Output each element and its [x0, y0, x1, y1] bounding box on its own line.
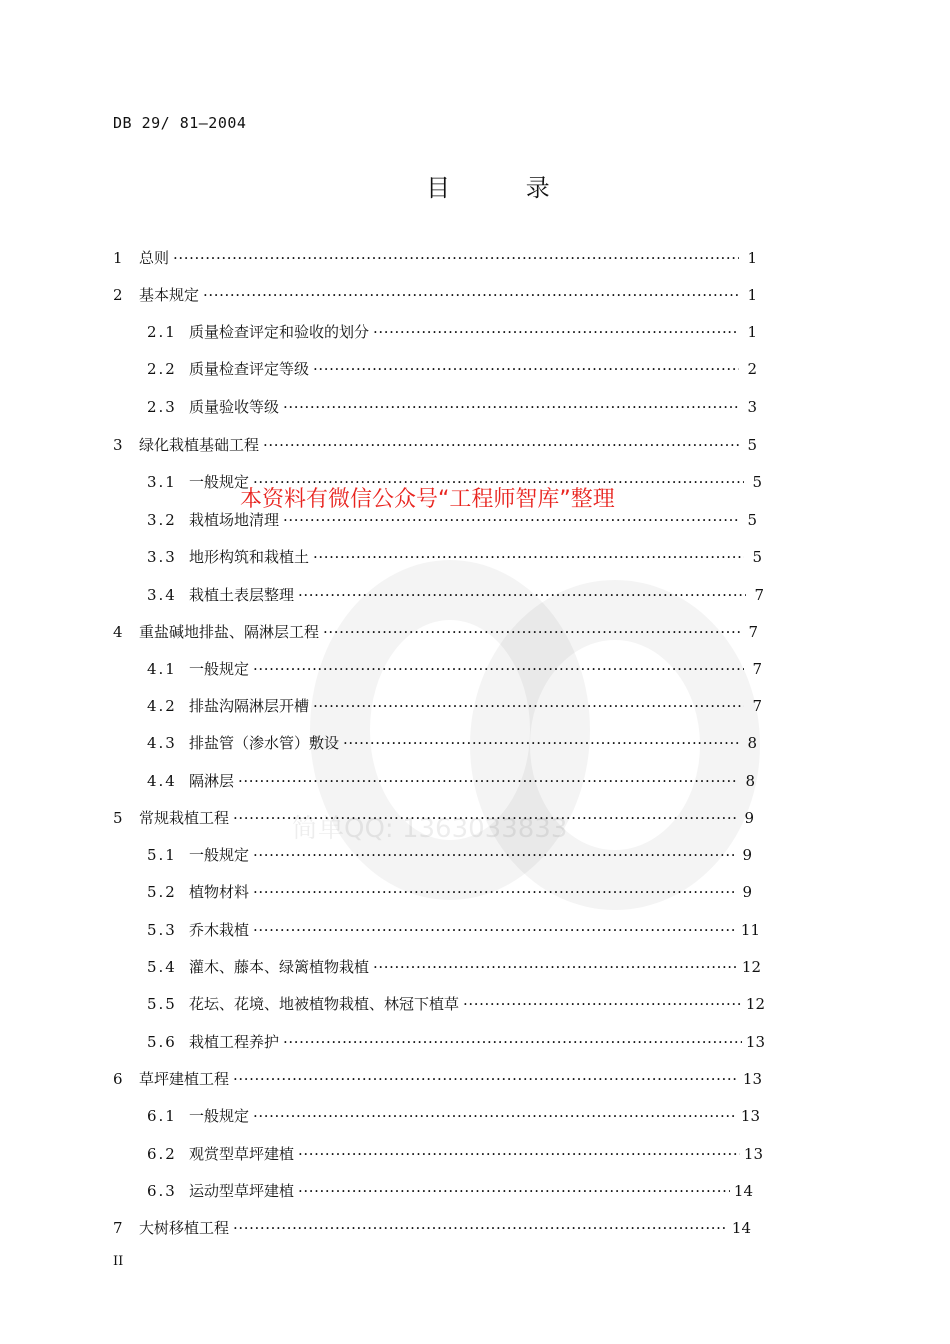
toc-entry-page: 8	[747, 734, 757, 752]
toc-entry-number: 5.1	[147, 846, 177, 864]
toc-leader-dots	[233, 1218, 728, 1238]
toc-entry-number: 2.2	[147, 360, 177, 378]
toc-leader-dots	[373, 322, 739, 342]
toc-leader-dots	[173, 248, 739, 268]
toc-entry-number: 4.3	[147, 734, 177, 752]
toc-entry-title: 大树移植工程	[139, 1219, 230, 1237]
toc-entry-page: 5	[747, 436, 757, 454]
toc-entry-page: 1	[747, 249, 757, 267]
toc-entry-title: 运动型草坪建植	[189, 1182, 295, 1200]
toc-entry-number: 5.5	[147, 995, 177, 1013]
page-title: 目 录	[426, 174, 584, 202]
toc-entry-page: 1	[747, 286, 757, 304]
toc-leader-dots	[298, 585, 746, 605]
toc-entry-title: 排盐沟隔淋层开槽	[189, 697, 310, 715]
toc-entry-page: 5	[747, 511, 757, 529]
toc-entry-number: 3.2	[147, 511, 177, 529]
toc-entry-number: 7	[113, 1219, 123, 1237]
toc-entry-title: 灌木、藤本、绿篱植物栽植	[189, 958, 370, 976]
toc-leader-dots	[253, 920, 737, 940]
toc-entry-page: 11	[740, 921, 760, 939]
toc-entry-title: 隔淋层	[189, 772, 235, 790]
toc-entry[interactable]	[147, 659, 762, 679]
toc-entry-number: 3.4	[147, 586, 177, 604]
page-number-roman: II	[113, 1254, 124, 1269]
toc-leader-dots	[253, 882, 734, 902]
toc-entry-page: 9	[742, 846, 752, 864]
watermark-qq: 简单QQ: 1363033833	[292, 814, 568, 844]
toc-entry-number: 4.2	[147, 697, 177, 715]
watermark-stamp-text: 本资料有微信公众号“工程师智库”整理	[240, 487, 615, 512]
toc-entry-page: 8	[745, 772, 755, 790]
toc-entry[interactable]	[147, 957, 761, 977]
toc-entry[interactable]	[147, 771, 755, 791]
toc-entry-number: 4.4	[147, 772, 177, 790]
toc-leader-dots	[233, 1069, 739, 1089]
toc-leader-dots	[343, 733, 739, 753]
toc-entry-number: 5.6	[147, 1033, 177, 1051]
toc-entry[interactable]	[147, 397, 757, 417]
toc-entry-number: 1	[113, 249, 123, 267]
toc-entry-number: 3.3	[147, 548, 177, 566]
toc-entry[interactable]	[147, 1144, 763, 1164]
toc-entry-page: 7	[752, 697, 762, 715]
toc-entry-title: 栽植土表层整理	[189, 586, 295, 604]
toc-entry[interactable]	[147, 994, 765, 1014]
toc-entry-title: 草坪建植工程	[139, 1070, 230, 1088]
toc-entry-page: 13	[743, 1145, 763, 1163]
toc-entry-title: 观赏型草坪建植	[189, 1145, 295, 1163]
toc-entry-number: 6.2	[147, 1145, 177, 1163]
toc-entry-page: 7	[748, 623, 758, 641]
toc-entry[interactable]	[113, 808, 754, 828]
toc-leader-dots	[253, 1106, 737, 1126]
toc-entry-title: 栽植场地清理	[189, 511, 280, 529]
toc-leader-dots	[323, 622, 740, 642]
toc-entry-title: 一般规定	[189, 1107, 250, 1125]
toc-entry[interactable]	[147, 1032, 765, 1052]
toc-entry-number: 2.1	[147, 323, 177, 341]
toc-entry-page: 9	[744, 809, 754, 827]
toc-leader-dots	[253, 659, 744, 679]
toc-leader-dots	[298, 1181, 730, 1201]
toc-entry[interactable]	[113, 435, 757, 455]
toc-entry-title: 植物材料	[189, 883, 250, 901]
toc-leader-dots	[238, 771, 737, 791]
toc-entry-number: 5.2	[147, 883, 177, 901]
toc-entry-page: 7	[752, 660, 762, 678]
toc-entry[interactable]	[113, 622, 758, 642]
toc-leader-dots	[283, 397, 739, 417]
toc-entry[interactable]	[113, 248, 757, 268]
toc-entry-title: 质量验收等级	[189, 398, 280, 416]
toc-entry-title: 基本规定	[139, 286, 200, 304]
toc-entry-number: 2	[113, 286, 123, 304]
toc-entry-title: 栽植工程养护	[189, 1033, 280, 1051]
toc-entry[interactable]	[147, 547, 762, 567]
toc-leader-dots	[283, 510, 739, 530]
toc-leader-dots	[463, 994, 742, 1014]
toc-entry-title: 绿化栽植基础工程	[139, 436, 260, 454]
toc-entry[interactable]	[147, 696, 762, 716]
toc-entry-number: 2.3	[147, 398, 177, 416]
toc-entry-number: 3	[113, 436, 123, 454]
toc-entry[interactable]	[113, 285, 757, 305]
toc-entry[interactable]	[147, 882, 752, 902]
toc-entry[interactable]	[147, 920, 760, 940]
toc-entry-title: 花坛、花境、地被植物栽植、林冠下植草	[189, 995, 460, 1013]
toc-entry[interactable]	[147, 322, 757, 342]
toc-entry-title: 一般规定	[189, 846, 250, 864]
toc-entry-title: 乔木栽植	[189, 921, 250, 939]
toc-entry[interactable]	[113, 1218, 751, 1238]
toc-entry-page: 2	[747, 360, 757, 378]
toc-entry-page: 14	[733, 1182, 753, 1200]
toc-entry-title: 一般规定	[189, 660, 250, 678]
toc-leader-dots	[313, 547, 744, 567]
toc-leader-dots	[203, 285, 739, 305]
toc-entry-title: 常规栽植工程	[139, 809, 230, 827]
toc-leader-dots	[373, 957, 738, 977]
toc-leader-dots	[263, 435, 739, 455]
toc-leader-dots	[313, 696, 744, 716]
toc-entry[interactable]	[147, 1106, 760, 1126]
toc-entry-number: 6.3	[147, 1182, 177, 1200]
toc-leader-dots	[313, 359, 739, 379]
toc-entry-number: 6	[113, 1070, 123, 1088]
toc-entry-title: 质量检查评定和验收的划分	[189, 323, 370, 341]
toc-entry-number: 5	[113, 809, 123, 827]
toc-entry-number: 5.4	[147, 958, 177, 976]
toc-entry[interactable]	[147, 733, 757, 753]
toc-entry-title: 一般规定	[189, 473, 250, 491]
toc-entry-page: 13	[742, 1070, 762, 1088]
toc-leader-dots	[283, 1032, 742, 1052]
toc-entry[interactable]	[147, 1181, 753, 1201]
toc-entry-number: 4.1	[147, 660, 177, 678]
toc-entry-page: 13	[745, 1033, 765, 1051]
toc-entry-number: 5.3	[147, 921, 177, 939]
toc-entry-page: 13	[740, 1107, 760, 1125]
document-code: DB 29/ 81—2004	[113, 114, 247, 132]
toc-entry-page: 5	[752, 548, 762, 566]
toc-entry[interactable]	[113, 1069, 762, 1089]
toc-entry-title: 总则	[139, 249, 170, 267]
toc-entry[interactable]	[147, 845, 752, 865]
toc-entry-page: 5	[752, 473, 762, 491]
toc-entry-number: 6.1	[147, 1107, 177, 1125]
toc-entry-page: 12	[745, 995, 765, 1013]
toc-entry[interactable]	[147, 359, 757, 379]
toc-entry-page: 9	[742, 883, 752, 901]
toc-entry[interactable]	[147, 510, 757, 530]
toc-entry-page: 3	[747, 398, 757, 416]
toc-entry-number: 4	[113, 623, 123, 641]
toc-entry-page: 1	[747, 323, 757, 341]
toc-entry-page: 12	[741, 958, 761, 976]
toc-entry-title: 重盐碱地排盐、隔淋层工程	[139, 623, 320, 641]
toc-leader-dots	[253, 845, 734, 865]
toc-entry-title: 排盐管（渗水管）敷设	[189, 734, 340, 752]
toc-entry-page: 7	[754, 586, 764, 604]
toc-leader-dots	[233, 808, 736, 828]
toc-entry-title: 质量检查评定等级	[189, 360, 310, 378]
toc-entry-title: 地形构筑和栽植土	[189, 548, 310, 566]
toc-entry-page: 14	[731, 1219, 751, 1237]
toc-entry-number: 3.1	[147, 473, 177, 491]
toc-leader-dots	[298, 1144, 740, 1164]
toc-entry[interactable]	[147, 585, 764, 605]
